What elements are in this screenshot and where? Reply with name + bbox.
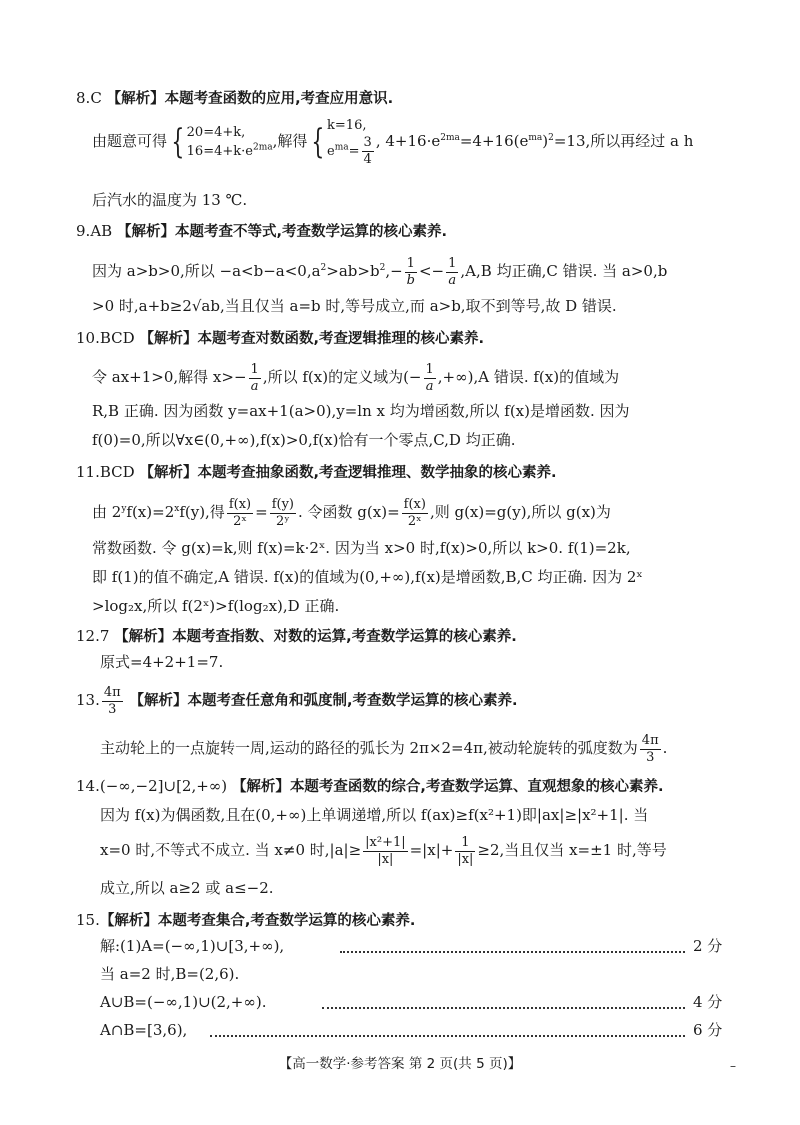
- q10-frac-2: [424, 362, 436, 395]
- q13-answer-num: 4π: [103, 684, 121, 700]
- q10-heading: [76, 328, 484, 349]
- q8-frac-den: 4: [363, 152, 372, 167]
- q8-l1-post3: ): [542, 132, 549, 150]
- q9-l1-mid3: <−: [418, 262, 445, 280]
- q8-sys1-sup: 2ma: [252, 142, 273, 153]
- q13-number: 13.: [76, 691, 100, 709]
- q13-f1-den: 3: [646, 749, 655, 765]
- q13-f1-num: 4π: [641, 732, 659, 748]
- q11-answer: BCD: [99, 463, 135, 481]
- q13-heading: [76, 682, 517, 719]
- q8-brace-2: {: [311, 122, 325, 162]
- footer-corner-mark: –: [730, 1059, 736, 1073]
- q15-label: 【解析】: [99, 913, 158, 929]
- q14-line-1: 因为 f(x)为偶函数,且在(0,+∞)上单调递增,所以 f(ax)≥f(x²+1)即|ax|≥|x²+1|. 当: [100, 806, 649, 824]
- q15-number: 15.: [76, 911, 100, 929]
- q11-f3-num: f(x): [403, 496, 426, 512]
- q9-heading: [76, 221, 447, 242]
- q8-l1-sup2: ma: [528, 133, 543, 143]
- q10-number: 10.: [76, 329, 100, 347]
- q11-l1-sup0: y: [121, 504, 127, 514]
- q9-line-2: >0 时,a+b≥2√ab,当且仅当 a=b 时,等号成立,而 a>b,取不到等号,故 D 错误.: [92, 297, 617, 315]
- q8-system-2: [327, 116, 376, 168]
- q14-f1-den: |x|: [377, 851, 394, 867]
- q14-f2-num: 1: [455, 835, 475, 852]
- q10-f2-den: a: [425, 378, 434, 394]
- q14-label: 【解析】: [231, 779, 290, 795]
- q9-label: 【解析】: [116, 224, 175, 240]
- q15-step-2: 当 a=2 时,B=(2,6).: [100, 965, 240, 983]
- q10-f1-num: 1: [250, 361, 259, 377]
- q8-sys1-line-a: 20=4+k,: [186, 125, 246, 140]
- q15-step-1: 解:(1)A=(−∞,1)∪[3,+∞),: [100, 937, 285, 955]
- q14-answer: (−∞,−2]∪[2,+∞): [99, 777, 228, 795]
- q10-line-2: R,B 正确. 因为函数 y=ax+1(a>0),y=ln x 均为增函数,所以 f(x)是增函数. 因为: [92, 402, 630, 420]
- q11-l1-pre: 由 2: [92, 503, 122, 521]
- q8-line-2: 后汽水的温度为 13 ℃.: [92, 191, 248, 209]
- q11-l1-sup1: x: [174, 504, 180, 514]
- q8-sys2-line-a: k=16,: [327, 118, 367, 133]
- q12-title: 本题考查指数、对数的运算,考查数学运算的核心素养.: [172, 629, 517, 645]
- q8-l1-sup3: 2: [548, 133, 554, 143]
- q14-number: 14.: [76, 777, 100, 795]
- q14-f2-den: |x|: [457, 851, 474, 867]
- q10-label: 【解析】: [139, 331, 198, 347]
- q11-l1-eq: =: [255, 503, 268, 521]
- q8-l1-post2: =4+16(e: [459, 132, 529, 150]
- q10-l1-post: ,+∞),A 错误. f(x)的值域为: [437, 368, 620, 386]
- q11-line-4: >log₂x,所以 f(2ˣ)>f(log₂x),D 正确.: [92, 597, 340, 615]
- q11-number: 11.: [76, 463, 100, 481]
- q15-step-3-leader: [322, 1007, 685, 1009]
- q8-title: 本题考查函数的应用,考查应用意识.: [164, 91, 394, 107]
- q8-answer: C: [90, 89, 102, 107]
- q11-frac-2: [270, 497, 296, 530]
- q8-heading: [76, 88, 393, 109]
- q11-l1-mid: . 令函数 g(x)=: [298, 503, 400, 521]
- q14-l2-mid: =|x|+: [409, 841, 454, 859]
- q13-l1-pre: 主动轮上的一点旋转一周,运动的路径的弧长为 2π×2=4π,被动轮旋转的弧度数为: [100, 739, 638, 757]
- q11-l1-pre2: f(x)=2: [126, 503, 175, 521]
- q9-l1-sup1: 2: [320, 263, 327, 273]
- q8-frac-num: 3: [363, 135, 372, 150]
- q10-f2-num: 1: [425, 361, 434, 377]
- q11-f2-num: f(y): [271, 496, 294, 512]
- q8-system-1: [187, 123, 273, 161]
- q9-title: 本题考查不等式,考查数学运算的核心素养.: [174, 224, 447, 240]
- q8-l1-mid: ,解得: [272, 132, 308, 150]
- q14-f1-num: |x²+1|: [365, 834, 406, 850]
- q9-answer: AB: [90, 222, 113, 240]
- q14-l2-post: ≥2,当且仅当 x=±1 时,等号: [477, 841, 667, 859]
- q13-l1-post: .: [662, 739, 668, 757]
- q10-l1-pre: 令 ax+1>0,解得 x>−: [92, 368, 247, 386]
- q8-sys2-sup: ma: [334, 142, 349, 153]
- q10-line-1: [92, 360, 619, 395]
- q9-f2-num: 1: [448, 255, 457, 271]
- q15-step-3: A∪B=(−∞,1)∪(2,+∞).: [100, 993, 267, 1011]
- q11-f1-den: 2ˣ: [233, 513, 247, 529]
- q11-line-3: 即 f(1)的值不确定,A 错误. f(x)的值域为(0,+∞),f(x)是增函数,B,C 均正确. 因为 2ˣ: [92, 568, 643, 586]
- q15-step-3-points: 4 分: [693, 993, 723, 1011]
- q13-line-1: [100, 731, 667, 766]
- q14-title: 本题考查函数的综合,考查数学运算、直观想象的核心素养.: [289, 779, 664, 795]
- q12-number: 12.: [76, 627, 100, 645]
- q9-number: 9.: [76, 222, 91, 240]
- q11-f3-den: 2ˣ: [407, 513, 422, 529]
- q14-frac-2: [455, 835, 475, 868]
- q8-l1-sup1: 2ma: [440, 133, 460, 143]
- q12-heading: [76, 626, 517, 647]
- q9-line-1: [92, 254, 667, 289]
- q11-heading: [76, 462, 556, 483]
- q11-line-1: [92, 494, 611, 530]
- q10-l1-mid: ,所以 f(x)的定义域为(−: [262, 368, 422, 386]
- q12-label: 【解析】: [114, 629, 173, 645]
- q15-step-4-leader: [210, 1035, 685, 1037]
- q8-sys2-eq: =: [348, 144, 360, 159]
- q13-answer-fraction: [102, 685, 123, 718]
- q8-sys2-e: e: [327, 144, 335, 159]
- q8-line-1: [92, 116, 693, 168]
- q15-heading: [76, 910, 415, 931]
- q9-f2-den: a: [448, 272, 457, 288]
- q14-frac-1: [363, 835, 407, 868]
- q10-title: 本题考查对数函数,考查逻辑推理的核心素养.: [197, 331, 484, 347]
- q14-heading: [76, 776, 663, 797]
- q13-answer-den: 3: [108, 701, 117, 717]
- q10-answer: BCD: [99, 329, 135, 347]
- q9-l1-mid2: ,−: [385, 262, 403, 280]
- q9-l1-mid1: >ab>b: [326, 262, 380, 280]
- q11-l1-mid0: f(y),得: [179, 503, 225, 521]
- q11-title: 本题考查抽象函数,考查逻辑推理、数学抽象的核心素养.: [197, 465, 557, 481]
- q8-brace-1: {: [171, 122, 185, 162]
- q12-answer: 7: [99, 627, 110, 645]
- q8-number: 8.: [76, 89, 91, 107]
- q14-line-3: 成立,所以 a≥2 或 a≤−2.: [100, 879, 274, 897]
- q9-frac-2: [446, 256, 458, 289]
- q9-l1-post: ,A,B 均正确,C 错误. 当 a>0,b: [460, 262, 668, 280]
- q8-l1-post: , 4+16·e: [375, 132, 441, 150]
- q9-f1-den: b: [406, 272, 415, 288]
- q14-line-2: [100, 832, 667, 868]
- q8-l1-pre: 由题意可得: [92, 132, 168, 150]
- q11-f2-den: 2ʸ: [275, 513, 290, 529]
- page-footer: 【高一数学·参考答案 第 2 页(共 5 页)】: [278, 1056, 522, 1072]
- q8-sys2-fraction: [362, 135, 374, 168]
- q14-l2-pre: x=0 时,不等式不成立. 当 x≠0 时,|a|≥: [100, 841, 362, 859]
- q9-l1-pre: 因为 a>b>0,所以 −a<b−a<0,a: [92, 262, 321, 280]
- q13-label: 【解析】: [129, 693, 188, 709]
- q11-l1-post: ,则 g(x)=g(y),所以 g(x)为: [429, 503, 611, 521]
- q12-line-1: 原式=4+2+1=7.: [100, 653, 224, 671]
- q9-f1-num: 1: [405, 256, 417, 273]
- q10-frac-1: [249, 362, 261, 395]
- q8-sys1-line-b: 16=4+k·e: [186, 144, 253, 159]
- q11-f1-num: f(x): [228, 496, 252, 512]
- q9-l1-sup2: 2: [379, 263, 386, 273]
- q9-frac-1: [405, 256, 417, 289]
- q11-frac-3: [402, 497, 428, 530]
- q10-f1-den: a: [250, 378, 259, 394]
- q13-frac-1: [640, 733, 661, 766]
- q11-label: 【解析】: [139, 465, 198, 481]
- q13-title: 本题考查任意角和弧度制,考查数学运算的核心素养.: [187, 693, 518, 709]
- q11-frac-1: [227, 497, 253, 530]
- q15-step-1-points: 2 分: [693, 937, 723, 955]
- q15-step-4: A∩B=[3,6),: [100, 1021, 188, 1039]
- q11-line-2: 常数函数. 令 g(x)=k,则 f(x)=k·2ˣ. 因为当 x>0 时,f(x)>0,所以 k>0. f(1)=2k,: [92, 539, 631, 557]
- q15-title: 本题考查集合,考查数学运算的核心素养.: [157, 913, 416, 929]
- q15-step-1-leader: [340, 951, 685, 953]
- q8-label: 【解析】: [106, 91, 165, 107]
- q15-step-4-points: 6 分: [693, 1021, 723, 1039]
- q8-l1-post4: =13,所以再经过 a h: [553, 132, 694, 150]
- q10-line-3: f(0)=0,所以∀x∈(0,+∞),f(x)>0,f(x)恰有一个零点,C,D 均正确.: [92, 431, 516, 449]
